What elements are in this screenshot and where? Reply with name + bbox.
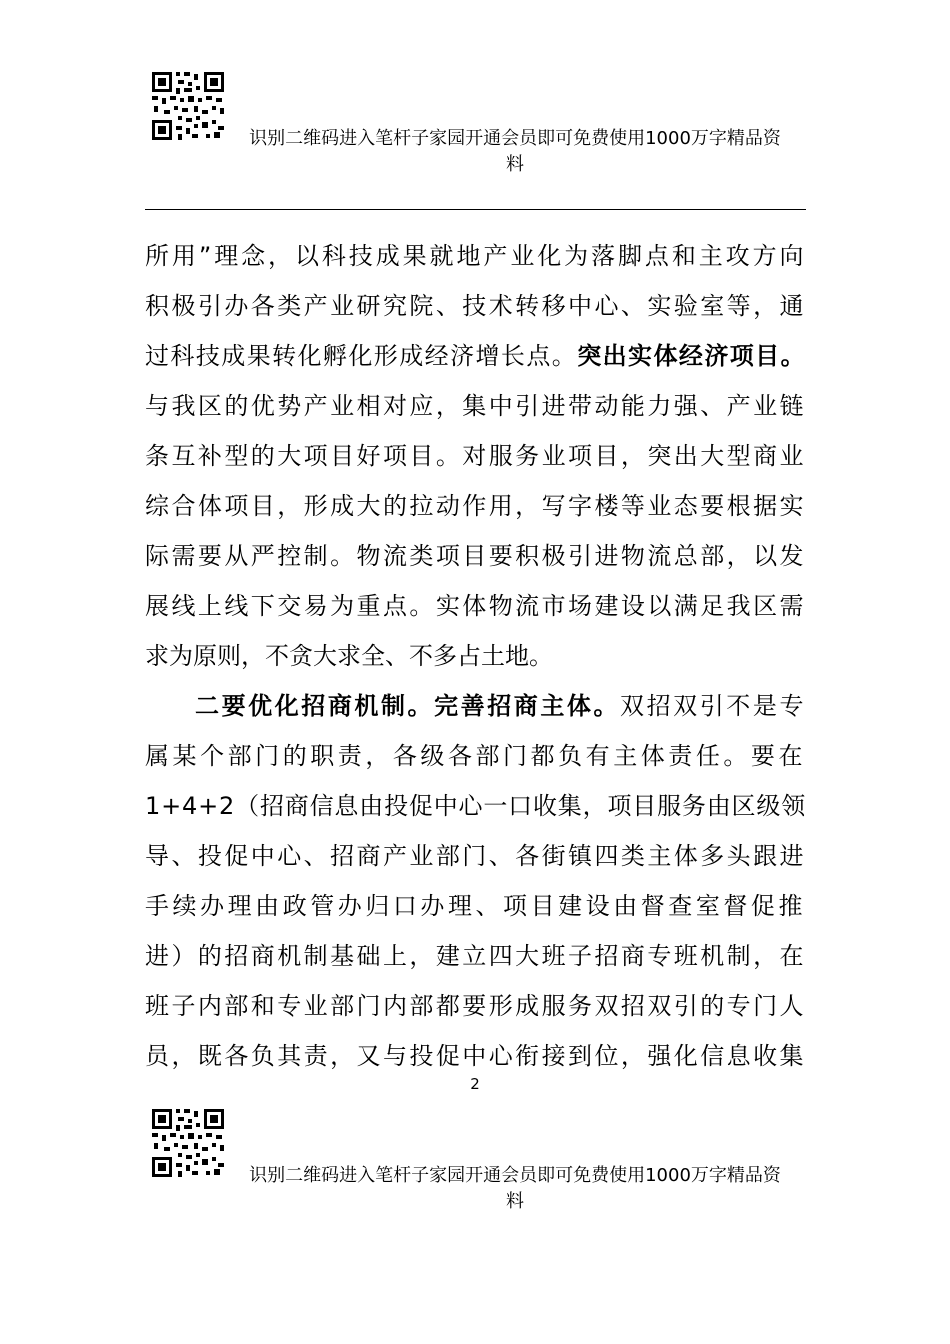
paragraph-line: 际需要从严控制。物流类项目要积极引进物流总部，以发 (145, 542, 806, 570)
qr-code-icon (150, 1107, 226, 1179)
paragraph-line: 综合体项目，形成大的拉动作用，写字楼等业态要根据实 (145, 492, 806, 520)
paragraph-line: 班子内部和专业部门内部都要形成服务双招双引的专门人 (145, 992, 806, 1020)
bold-heading: 突出实体经济项目。 (577, 342, 807, 370)
promo-banner-line-2: 料 (506, 154, 524, 175)
paragraph-line: 展线上线下交易为重点。实体物流市场建设以满足我区需 (145, 592, 806, 620)
footer-banner-line-1: 识别二维码进入笔杆子家园开通会员即可免费使用1000万字精品资 (249, 1165, 781, 1186)
paragraph-line: 员，既各负其责，又与投促中心衔接到位，强化信息收集 (145, 1042, 806, 1070)
paragraph-line: 手续办理由政管办归口办理、项目建设由督查室督促推 (145, 892, 806, 920)
text-run: 过科技成果转化孵化形成经济增长点。 (145, 342, 578, 370)
paragraph-line: 与我区的优势产业相对应，集中引进带动能力强、产业链 (145, 392, 806, 420)
header-divider (145, 209, 806, 210)
paragraph-line: 属某个部门的职责，各级各部门都负有主体责任。要在 (145, 742, 806, 770)
promo-banner-line-1: 识别二维码进入笔杆子家园开通会员即可免费使用1000万字精品资 (249, 128, 781, 149)
paragraph-line: 求为原则，不贪大求全、不多占土地。 (145, 642, 553, 670)
qr-code-icon (150, 70, 226, 142)
paragraph-line: 积极引办各类产业研究院、技术转移中心、实验室等，通 (145, 292, 806, 320)
paragraph-line (195, 682, 806, 730)
page-number: 2 (470, 1075, 480, 1093)
paragraph-line: 导、投促中心、招商产业部门、各街镇四类主体多头跟进 (145, 842, 806, 870)
text-run: 双招双引不是专 (620, 692, 807, 720)
paragraph-line: 1+4+2（招商信息由投促中心一口收集，项目服务由区级领 (145, 792, 807, 820)
paragraph-line (145, 332, 806, 380)
paragraph-line: 所用”理念，以科技成果就地产业化为落脚点和主攻方向 (145, 242, 807, 270)
paragraph-line: 进）的招商机制基础上，建立四大班子招商专班机制，在 (145, 942, 806, 970)
bold-heading: 二要优化招商机制。完善招商主体。 (195, 692, 621, 720)
footer-banner-line-2: 料 (506, 1191, 524, 1212)
paragraph-line: 条互补型的大项目好项目。对服务业项目，突出大型商业 (145, 442, 806, 470)
